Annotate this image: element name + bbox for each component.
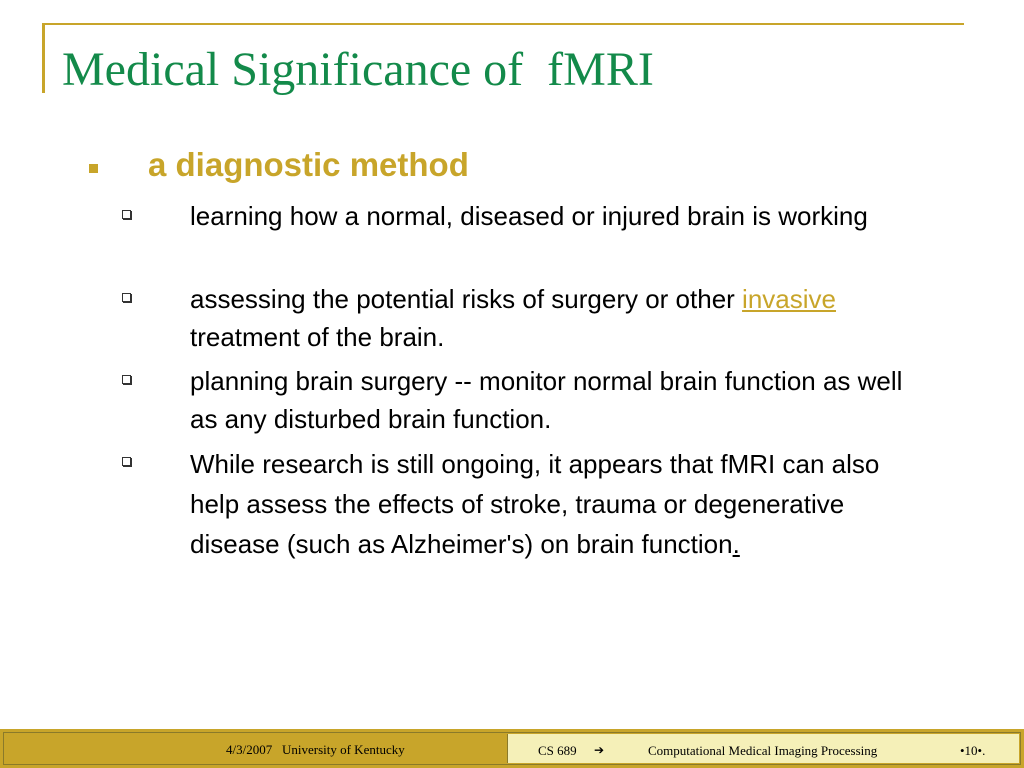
square-bullet-icon [89,164,98,173]
footer-course-name: Computational Medical Imaging Processing [648,743,878,758]
footer-page-number: •10•. [960,743,986,758]
hollow-square-bullet-icon [122,375,131,384]
arrow-right-icon: ➔ [594,743,605,757]
footer-date-university: 4/3/2007 University of Kentucky [226,742,405,757]
list-item-text-main: While research is still ongoing, it appears that fMRI can also help assess the effects of stroke, trauma or degenerative disease (such as Alzheimer's) on brain function [190,449,880,559]
frame-left-line [42,23,45,93]
slide-title: Medical Significance of fMRI [62,43,654,96]
footer-right-panel [507,734,1019,763]
list-item-text: planning brain surgery -- monitor normal brain function as well as any disturbed brain function. [190,366,903,434]
level1-bullet-text: a diagnostic method [148,146,469,183]
list-item-text: learning how a normal, diseased or injured brain is working [190,201,868,231]
list-item-text-before: assessing the potential risks of surgery or other [190,284,743,314]
list-item-text-after: treatment of the brain. [190,322,445,352]
hollow-square-bullet-icon [122,293,131,302]
invasive-link[interactable]: invasive [742,284,836,314]
hollow-square-bullet-icon [122,210,131,219]
footer-course-code: CS 689 [538,743,577,758]
list-item-text [190,280,930,356]
hollow-square-bullet-icon [122,457,131,466]
footer-bar [0,729,1024,768]
list-item-text [190,444,930,564]
footer-frame [3,732,1021,765]
list-item-trailing-period: . [732,529,740,559]
frame-top-line [44,23,964,25]
